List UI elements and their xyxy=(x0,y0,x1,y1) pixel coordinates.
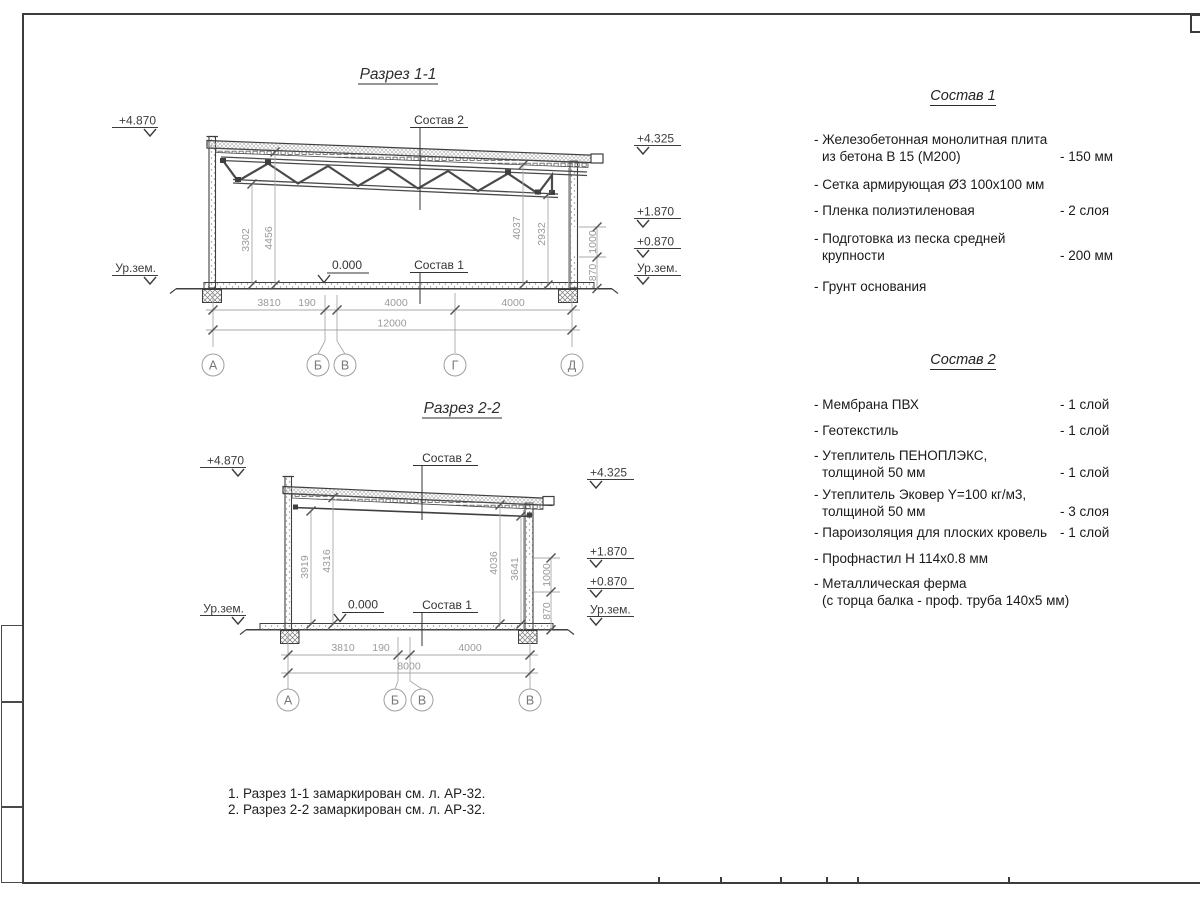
dim-870: 870 xyxy=(587,263,599,282)
dim-4456: 4456 xyxy=(263,226,275,250)
item-text: - Пароизоляция для плоских кровель xyxy=(814,525,1048,540)
elev-1870: +1.870 xyxy=(590,544,628,559)
sostav2-label: Состав 2 xyxy=(414,113,464,127)
list-item xyxy=(814,575,1114,609)
titleblock-tick xyxy=(780,877,782,883)
composition-1-title xyxy=(812,88,1114,104)
elev-0870: +0.870 xyxy=(590,574,628,589)
item-text: - Металлическая ферма xyxy=(814,576,967,591)
note-line-1: 1. Разрез 1-1 замаркирован см. л. АР-32. xyxy=(228,786,486,801)
elev-ground-left: Ур.зем. xyxy=(115,261,156,275)
grid-bubbles xyxy=(202,354,583,376)
item-text2: из бетона В 15 (М200) xyxy=(822,149,961,164)
item-value: - 1 слой xyxy=(1060,525,1110,540)
list-item xyxy=(814,176,1114,193)
item-value: - 1 слой xyxy=(1060,465,1110,480)
right-level-dimensions xyxy=(534,554,560,635)
titleblock-tick xyxy=(720,877,722,883)
fascia-end-box xyxy=(543,497,554,506)
list-item xyxy=(814,447,1114,481)
list-item xyxy=(814,396,1114,413)
elev-4325: +4.325 xyxy=(637,131,675,146)
grid-V: В xyxy=(340,358,350,373)
dim-870: 870 xyxy=(541,602,553,620)
left-wall xyxy=(283,477,295,631)
grid-V1: В xyxy=(417,693,427,708)
hdim-4000b: 4000 xyxy=(501,297,525,309)
titleblock-tick xyxy=(658,877,660,883)
list-item xyxy=(814,422,1114,439)
left-wall xyxy=(207,137,219,289)
dim-1000: 1000 xyxy=(587,230,599,254)
elev-ground-right: Ур.зем. xyxy=(637,261,678,275)
section-1-1-drawing xyxy=(100,55,720,400)
hdim-190: 190 xyxy=(298,297,316,309)
list-item xyxy=(814,278,1114,295)
horizontal-dimensions xyxy=(281,634,538,689)
grid-bubbles xyxy=(277,689,541,711)
hdim-4000a: 4000 xyxy=(384,297,408,309)
hdim-190: 190 xyxy=(372,642,390,654)
margin-stamp-box-1 xyxy=(1,625,23,702)
sheet-notes xyxy=(228,786,485,817)
fascia-end-box xyxy=(591,154,603,163)
item-text: - Утеплитель Эковер Y=100 кг/м3, xyxy=(814,487,1027,502)
dim-4036: 4036 xyxy=(488,551,500,575)
section-1-title: Разрез 1-1 xyxy=(359,66,437,83)
list-item xyxy=(814,202,1114,219)
roof-slab xyxy=(283,487,554,510)
elev-0870: +0.870 xyxy=(637,234,675,249)
composition-2-title xyxy=(812,352,1114,368)
horizontal-dimensions xyxy=(206,293,580,354)
item-text: - Железобетонная монолитная плита xyxy=(814,132,1048,147)
zero-level-label: 0.000 xyxy=(331,258,363,272)
margin-stamp-box-2 xyxy=(1,702,23,807)
composition-1-list xyxy=(812,88,1114,308)
grid-A: А xyxy=(283,693,293,708)
elev-4870: +4.870 xyxy=(206,453,244,468)
list-item xyxy=(814,131,1114,165)
item-value: - 2 слоя xyxy=(1060,203,1110,218)
zero-level-mark xyxy=(334,598,384,622)
dim-3641: 3641 xyxy=(509,557,521,581)
right-wall xyxy=(524,503,534,630)
item-value: - 1 слой xyxy=(1060,397,1110,412)
frame-bottom-line xyxy=(23,882,1200,884)
item-text2: (с торца балка - проф. труба 140х5 мм) xyxy=(822,593,1070,608)
item-value: - 150 мм xyxy=(1060,149,1114,164)
dim-4316: 4316 xyxy=(321,549,333,573)
hdim-total-12000: 12000 xyxy=(377,317,407,330)
hdim-3810: 3810 xyxy=(257,297,281,309)
elev-4870: +4.870 xyxy=(118,113,156,128)
item-text: - Профнастил Н 114х0.8 мм xyxy=(814,551,988,566)
elev-1870: +1.870 xyxy=(637,204,675,219)
titleblock-tick xyxy=(857,877,859,883)
frame-top-line xyxy=(23,13,1200,15)
item-text2: толщиной 50 мм xyxy=(822,504,926,519)
sostav2-label: Состав 2 xyxy=(422,451,472,465)
composition-2-title-text: Состав 2 xyxy=(930,352,996,368)
right-wall xyxy=(569,161,578,288)
item-text: - Утеплитель ПЕНОПЛЭКС, xyxy=(814,448,988,463)
dim-1000: 1000 xyxy=(541,563,553,587)
item-text: - Геотекстиль xyxy=(814,423,899,438)
elev-4325: +4.325 xyxy=(590,465,628,480)
list-item xyxy=(814,230,1114,264)
section-2-2-drawing xyxy=(150,395,725,730)
dim-4037: 4037 xyxy=(511,216,523,240)
item-text2: крупности xyxy=(822,248,885,263)
sostav1-label: Состав 1 xyxy=(414,258,464,272)
titleblock-tick xyxy=(826,877,828,883)
item-value: - 200 мм xyxy=(1060,248,1114,263)
item-text: - Грунт основания xyxy=(814,279,927,294)
section-2-title: Разрез 2-2 xyxy=(423,400,501,417)
item-value: - 3 слоя xyxy=(1060,504,1110,519)
list-item xyxy=(814,550,1114,567)
frame-corner-box xyxy=(1190,14,1200,33)
sostav1-leader xyxy=(413,598,478,646)
grid-D: Д xyxy=(567,358,577,373)
margin-stamp-box-3 xyxy=(1,807,23,883)
item-value: - 1 слой xyxy=(1060,423,1110,438)
hdim-total-8000: 8000 xyxy=(397,660,421,673)
composition-2-list xyxy=(812,352,1114,622)
floor-slab xyxy=(260,624,553,631)
item-text: - Подготовка из песка средней xyxy=(814,231,1006,246)
grid-B: Б xyxy=(390,693,400,708)
zero-level-label: 0.000 xyxy=(347,597,379,612)
item-text: - Пленка полиэтиленовая xyxy=(814,203,975,218)
elevation-marks xyxy=(200,454,634,626)
foundation-blocks xyxy=(281,631,538,644)
ground-line xyxy=(170,289,618,294)
list-item xyxy=(814,486,1114,520)
sostav2-leader xyxy=(413,451,478,520)
grid-V2: В xyxy=(525,693,535,708)
sostav1-label: Состав 1 xyxy=(422,598,472,612)
dim-3919: 3919 xyxy=(299,555,311,579)
hdim-3810: 3810 xyxy=(331,642,355,654)
dim-3302: 3302 xyxy=(240,228,252,252)
grid-B: Б xyxy=(313,358,323,373)
elev-ground-right: Ур.зем. xyxy=(590,602,631,617)
zero-level-mark xyxy=(318,258,369,283)
floor-slab xyxy=(204,283,594,290)
note-line-2: 2. Разрез 2-2 замаркирован см. л. АР-32. xyxy=(228,801,486,817)
elev-ground-left: Ур.зем. xyxy=(203,601,244,616)
item-text: - Мембрана ПВХ xyxy=(814,397,919,412)
titleblock-tick xyxy=(1008,877,1010,883)
hdim-4000: 4000 xyxy=(458,642,482,654)
item-text: - Сетка армирующая Ø3 100х100 мм xyxy=(814,177,1045,192)
sostav1-leader xyxy=(410,258,468,304)
grid-G: Г xyxy=(451,358,459,373)
composition-1-title-text: Состав 1 xyxy=(930,88,996,104)
interior-dimensions xyxy=(299,493,526,629)
grid-A: А xyxy=(208,358,218,373)
item-text2: толщиной 50 мм xyxy=(822,465,926,480)
dim-2932: 2932 xyxy=(536,222,548,246)
list-item xyxy=(814,524,1114,541)
